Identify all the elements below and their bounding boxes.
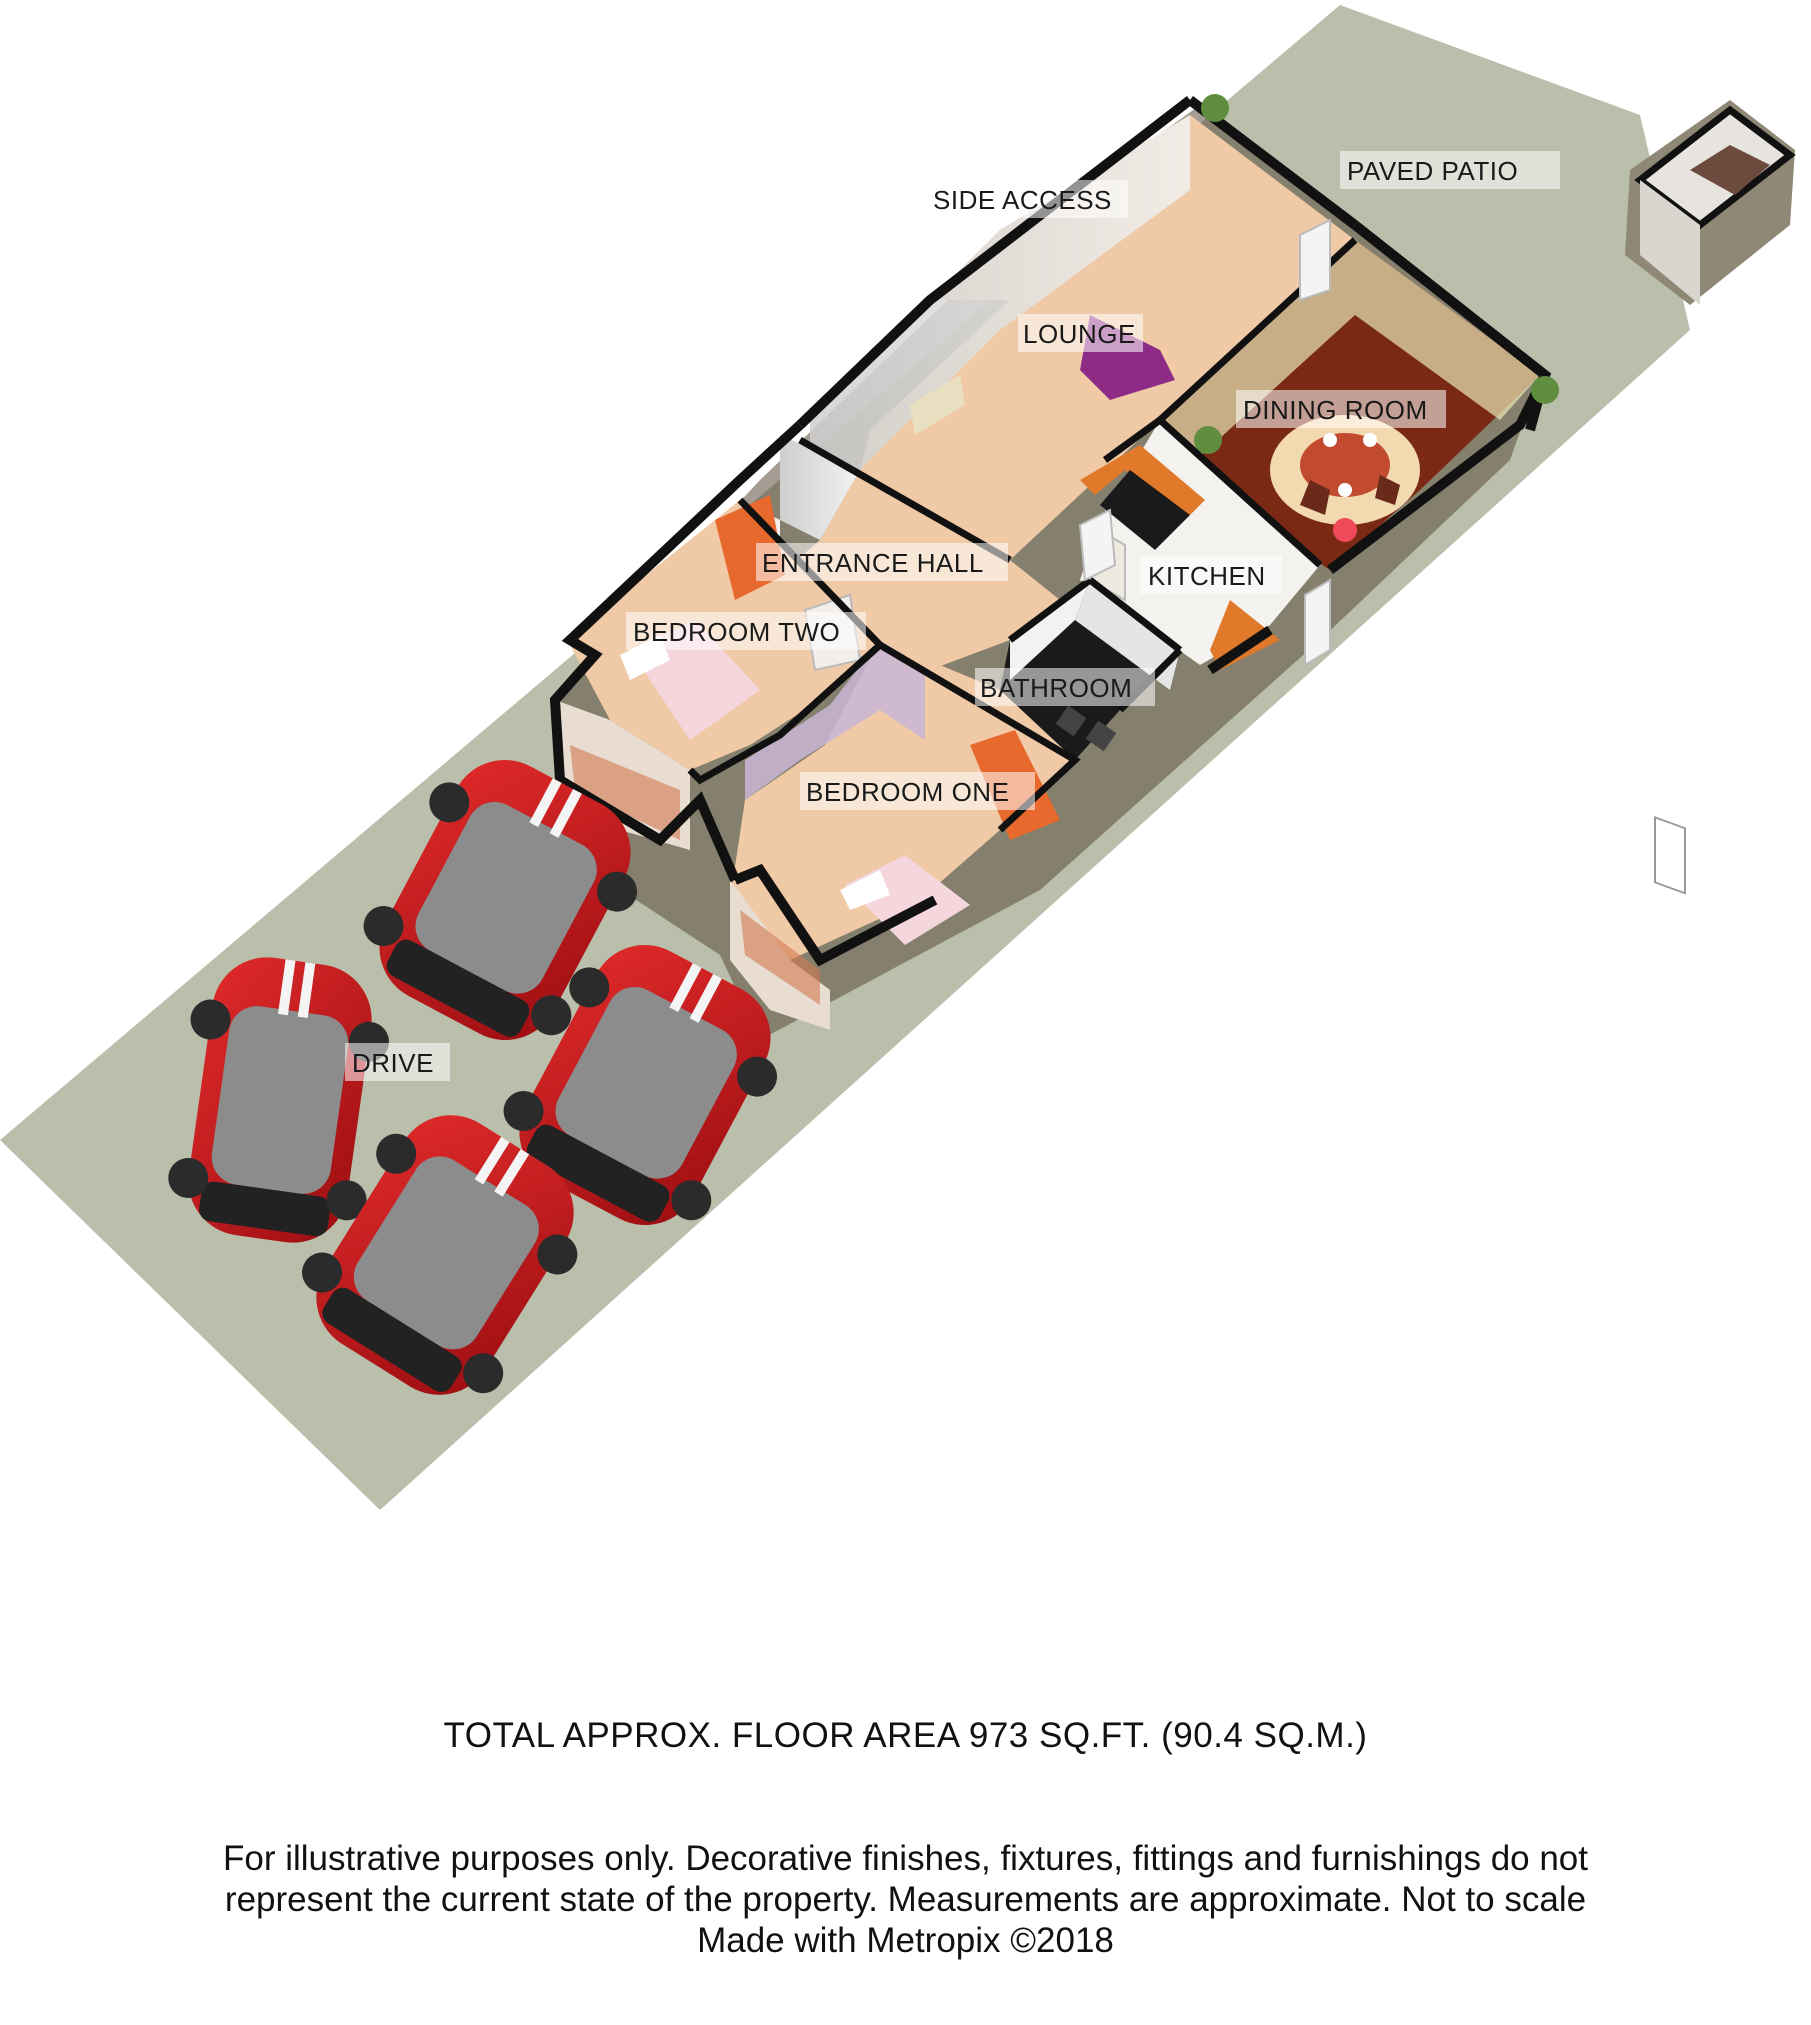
label-drive: DRIVE [352, 1048, 434, 1078]
outbuilding [1625, 100, 1795, 893]
label-entrance-hall: ENTRANCE HALL [762, 548, 984, 578]
plant-icon [1194, 426, 1222, 454]
label-bedroom-two: BEDROOM TWO [633, 617, 841, 647]
copyright-line: Made with Metropix ©2018 [697, 1921, 1114, 1960]
label-lounge: LOUNGE [1023, 319, 1136, 349]
plant-icon [1531, 376, 1559, 404]
label-dining-room: DINING ROOM [1243, 395, 1428, 425]
disclaimer-line: For illustrative purposes only. Decorative finishes, fixtures, fittings and furnishings do not [223, 1839, 1588, 1878]
label-kitchen: KITCHEN [1148, 561, 1266, 591]
label-side-access: SIDE ACCESS [933, 185, 1112, 215]
label-bathroom: BATHROOM [980, 673, 1133, 703]
disclaimer-line: represent the current state of the property. Measurements are approximate. Not to scale [224, 1880, 1587, 1919]
plant-icon [1201, 94, 1229, 122]
label-bedroom-one: BEDROOM ONE [806, 777, 1010, 807]
label-paved-patio: PAVED PATIO [1347, 156, 1519, 186]
disclaimer [0, 1838, 1811, 1961]
total-floor-area: TOTAL APPROX. FLOOR AREA 973 SQ.FT. (90.4 SQ.M.) [443, 1716, 1368, 1755]
